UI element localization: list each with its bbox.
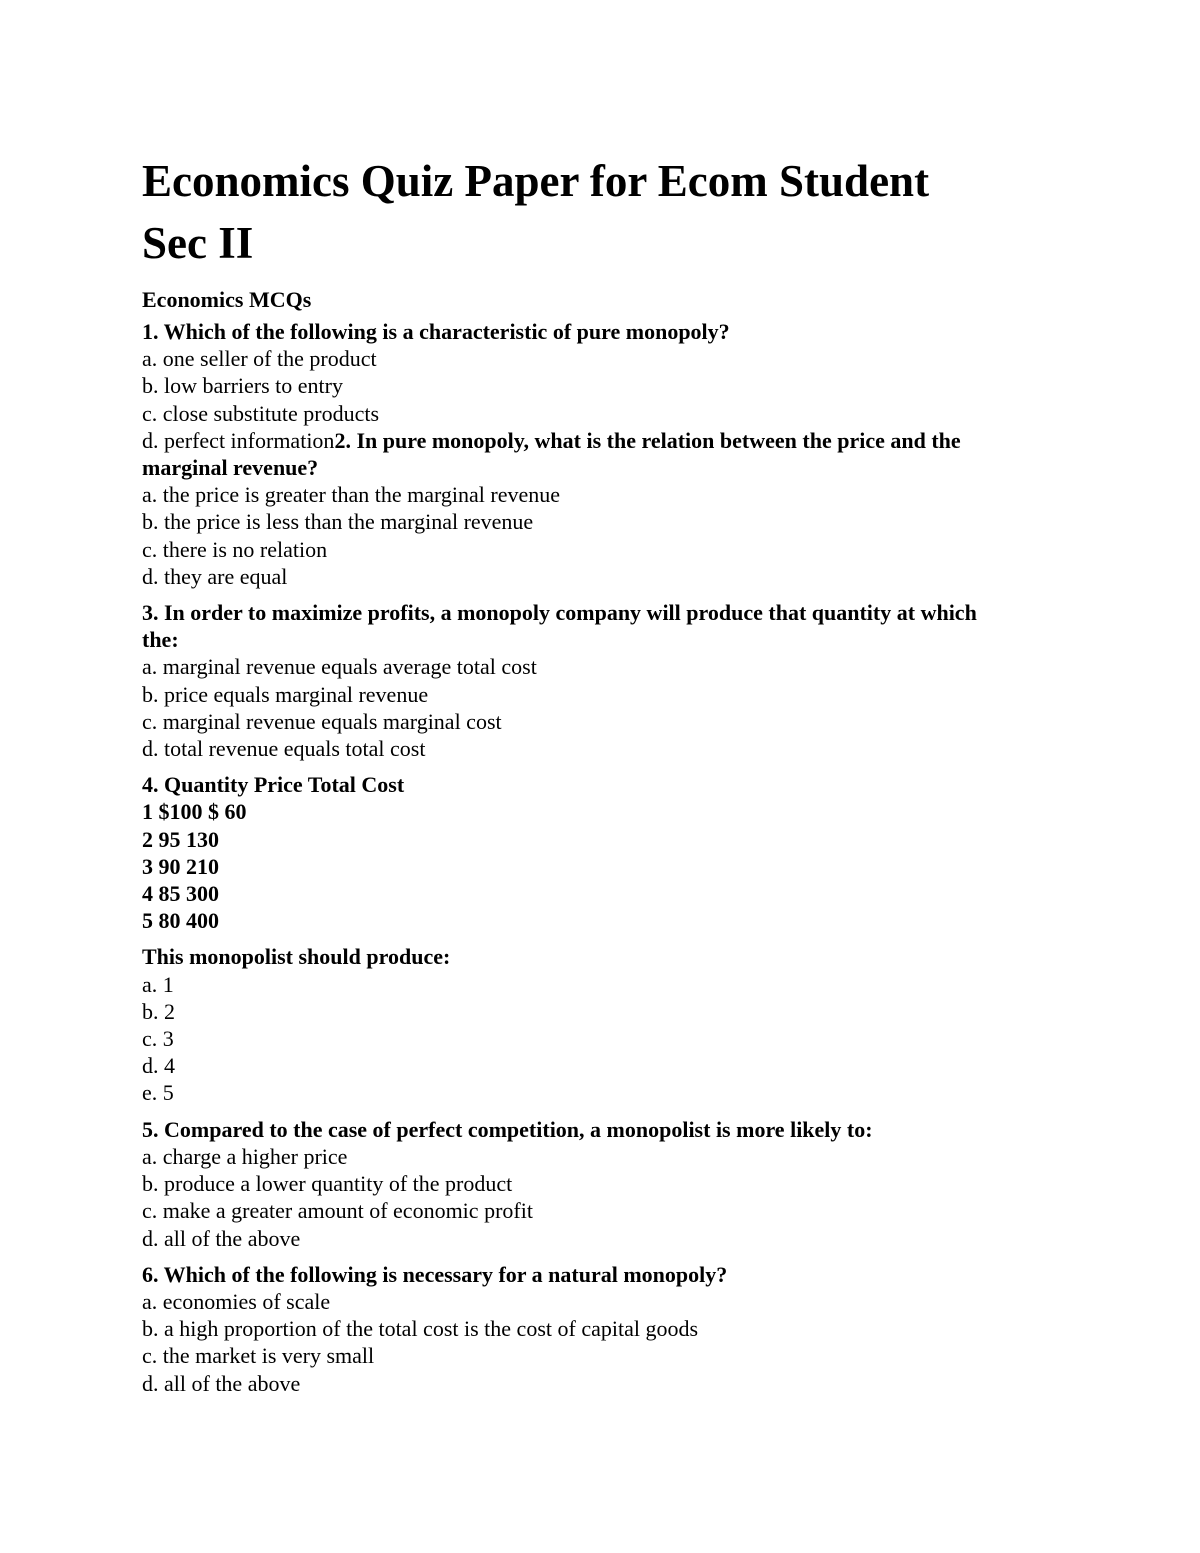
question-1-text: 1. Which of the following is a characteristic of pure monopoly? <box>142 319 730 344</box>
question-3 <box>142 599 1062 762</box>
question-5-option-c: c. make a greater amount of economic profit <box>142 1198 533 1224</box>
question-6-option-b: b. a high proportion of the total cost is the cost of capital goods <box>142 1316 699 1342</box>
section-heading: Economics MCQs <box>142 287 312 312</box>
title-line-2: Sec II <box>142 218 254 268</box>
question-2-text-part-2: marginal revenue? <box>142 455 319 481</box>
question-6-option-a: a. economies of scale <box>142 1288 331 1314</box>
question-1-option-d: d. perfect information <box>142 427 335 453</box>
question-4-option-d: d. 4 <box>142 1053 175 1079</box>
question-2-option-c: c. there is no relation <box>142 536 328 562</box>
question-1-option-c: c. close substitute products <box>142 400 380 426</box>
question-4-table-row: 3 90 210 <box>142 853 219 879</box>
question-6-option-d: d. all of the above <box>142 1370 301 1396</box>
question-4-table-row: 4 85 300 <box>142 881 219 907</box>
question-6 <box>142 1261 1062 1397</box>
question-3-option-d: d. total revenue equals total cost <box>142 736 426 762</box>
question-1-option-d-with-question-2 <box>142 427 1062 454</box>
question-4-question-text: This monopolist should produce: <box>142 944 451 970</box>
question-5 <box>142 1116 1062 1252</box>
question-6-text: 6. Which of the following is necessary for a natural monopoly? <box>142 1261 728 1287</box>
question-4-option-e: e. 5 <box>142 1080 174 1106</box>
question-5-option-b: b. produce a lower quantity of the product <box>142 1171 513 1197</box>
question-5-option-d: d. all of the above <box>142 1225 301 1251</box>
question-2-text-part-1: 2. In pure monopoly, what is the relation between the price and the <box>334 427 961 453</box>
question-4-option-c: c. 3 <box>142 1026 174 1052</box>
question-2 <box>142 454 1062 590</box>
question-4-table-header: 4. Quantity Price Total Cost <box>142 772 405 798</box>
question-1 <box>142 318 1062 454</box>
question-2-option-a: a. the price is greater than the marginal revenue <box>142 482 561 508</box>
question-4-option-a: a. 1 <box>142 971 174 997</box>
question-4-table-row: 5 80 400 <box>142 908 219 934</box>
title-line-1: Economics Quiz Paper for Ecom Student <box>142 156 930 206</box>
question-5-option-a: a. charge a higher price <box>142 1143 348 1169</box>
question-3-text-part-2: the: <box>142 627 179 653</box>
question-3-option-a: a. marginal revenue equals average total cost <box>142 654 537 680</box>
document-title <box>142 150 1062 274</box>
question-4 <box>142 771 1062 934</box>
question-3-option-c: c. marginal revenue equals marginal cost <box>142 708 502 734</box>
question-2-option-b: b. the price is less than the marginal revenue <box>142 509 534 535</box>
question-1-option-b: b. low barriers to entry <box>142 373 343 399</box>
question-4-option-b: b. 2 <box>142 998 175 1024</box>
question-4-prompt <box>142 943 1062 1106</box>
question-5-text: 5. Compared to the case of perfect competition, a monopolist is more likely to: <box>142 1116 873 1142</box>
question-3-option-b: b. price equals marginal revenue <box>142 681 429 707</box>
question-6-option-c: c. the market is very small <box>142 1343 375 1369</box>
question-3-text-part-1: 3. In order to maximize profits, a monopoly company will produce that quantity at which <box>142 600 977 626</box>
question-1-option-a: a. one seller of the product <box>142 346 377 372</box>
question-2-option-d: d. they are equal <box>142 563 288 589</box>
quiz-document <box>142 150 1062 1397</box>
question-4-table-row: 2 95 130 <box>142 826 219 852</box>
question-4-table-row: 1 $100 $ 60 <box>142 799 247 825</box>
